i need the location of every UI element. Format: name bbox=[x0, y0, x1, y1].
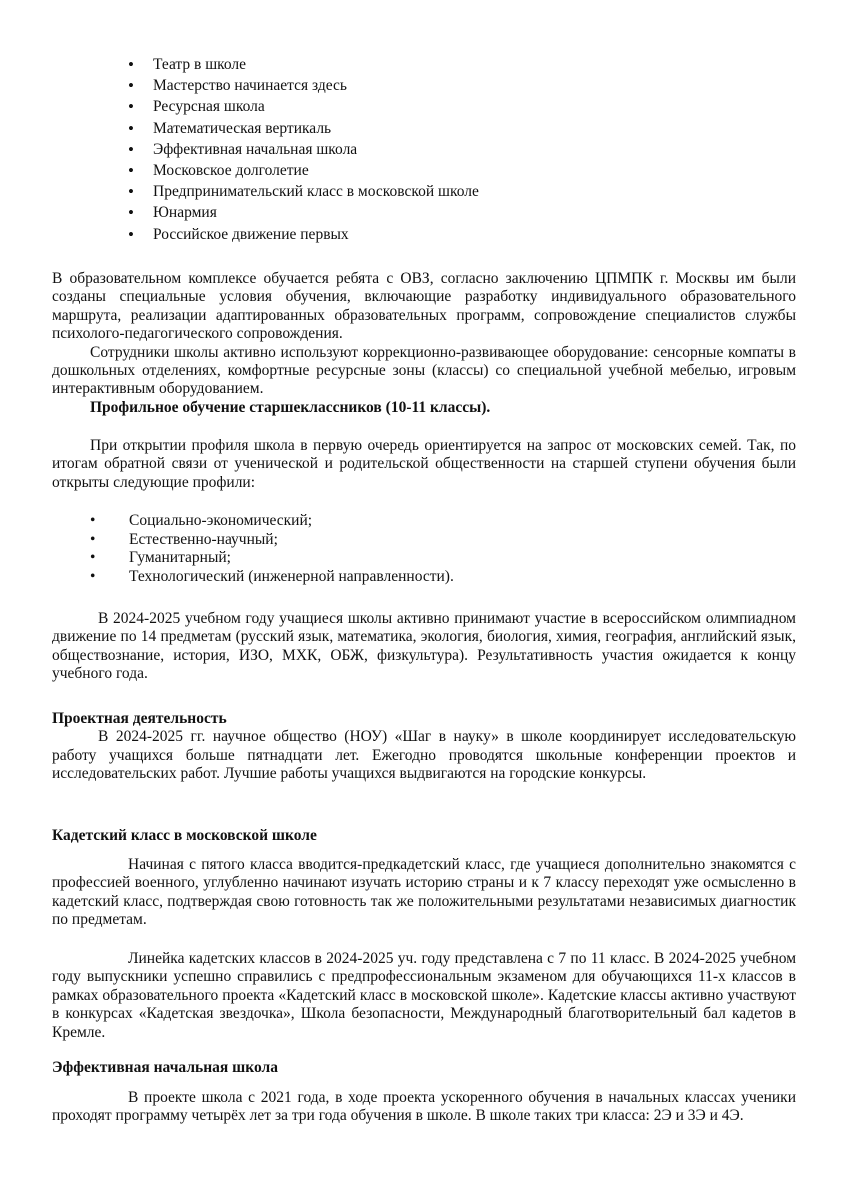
profile-heading: Профильное обучение старшеклассников (10-11 классы). bbox=[90, 398, 491, 416]
primary-heading-block bbox=[52, 1059, 796, 1077]
list-item: • Предпринимательский класс в московской школе bbox=[128, 181, 479, 202]
primary-paragraph: В проекте школа с 2021 года, в ходе проекта ускоренного обучения в начальных классах ученики проходят программу четырёх лет за три года обучения в школе. В школе таких три класса: 2Э и 3Э и 4Э. bbox=[52, 1089, 796, 1125]
cadet-paragraph-2: Линейка кадетских классов в 2024-2025 уч. году представлена с 7 по 11 класс. В 2024-2025 учебном году выпускники успешно справились с предпрофессиональным экзаменом для обучающихся 11-х классов в рамках образовательного проекта «Кадетский класс в московской школе». Кадетские классы активно участвуют в конкурсах «Кадетская звездочка», Школа безопасности, Международный благотворительный бал кадетов в Кремле. bbox=[52, 950, 796, 1041]
list-item: • Театр в школе bbox=[128, 54, 479, 75]
list-item: • Гуманитарный; bbox=[90, 549, 454, 568]
profile-paragraph: При открытии профиля школа в первую очередь ориентируется на запрос от московских семей. Так, по итогам обратной связи от ученической и родительской общественности на старшей ступени обучения были открыты следующие профили: bbox=[52, 437, 796, 491]
list-item: • Юнармия bbox=[128, 202, 479, 223]
olympiad-paragraph: В 2024-2025 учебном году учащиеся школы активно принимают участие в всероссийском олимпиадном движение по 14 предметам (русский язык, математика, экология, биология, химия, география, английский язык, обществознание, история, ИЗО, МХК, ОБЖ, физкультура). Результативность участия ожидается к концу учебного года. bbox=[52, 610, 796, 683]
primary-heading: Эффективная начальная школа bbox=[52, 1059, 278, 1076]
list-item: • Эффективная начальная школа bbox=[128, 139, 479, 160]
cadet-paragraph-1: Начиная с пятого класса вводится-предкадетский класс, где учащиеся дополнительно знакомятся с профессией военного, углубленно начинают изучать историю страны и к 7 классу переходят уже осмысленно в кадетский класс, подтверждая свою готовность так же положительными результатами независимых диагностик по предметам. bbox=[52, 856, 796, 929]
ovz-paragraph: В образовательном комплексе обучается ребята с ОВЗ, согласно заключению ЦПМПК г. Москвы им были созданы специальные условия обучения, включающие разработку индивидуального образовательного маршрута, реализации адаптированных образовательных программ, сопровождение специалистов службы психолого-педагогического сопровождения. bbox=[52, 270, 796, 343]
list-item: • Социально-экономический; bbox=[90, 512, 454, 531]
list-item: • Ресурсная школа bbox=[128, 96, 479, 117]
cadet-heading: Кадетский класс в московской школе bbox=[52, 827, 317, 844]
list-item: • Естественно-научный; bbox=[90, 531, 454, 550]
ovz-section bbox=[52, 270, 796, 417]
projects-bullet-list bbox=[128, 54, 479, 245]
olympiad-section bbox=[52, 610, 796, 684]
list-item: • Математическая вертикаль bbox=[128, 118, 479, 139]
profile-section bbox=[52, 437, 796, 492]
cadet-section bbox=[52, 856, 796, 930]
ovz-equipment-paragraph: Сотрудники школы активно используют коррекционно-развивающее оборудование: сенсорные компаты в дошкольных отделениях, комфортные ресурсные зоны (классы) со специальной учебной мебелью, игровым интерактивным оборудованием. bbox=[52, 343, 796, 398]
project-section bbox=[52, 710, 796, 784]
primary-section bbox=[52, 1089, 796, 1126]
list-item: • Мастерство начинается здесь bbox=[128, 75, 479, 96]
list-item: • Российское движение первых bbox=[128, 224, 479, 245]
cadet-lineup-section bbox=[52, 950, 796, 1042]
cadet-heading-block bbox=[52, 827, 796, 845]
project-heading: Проектная деятельность bbox=[52, 710, 227, 727]
project-paragraph: В 2024-2025 гг. научное общество (НОУ) «Шаг в науку» в школе координирует исследовательскую работу учащихся больше пятнадцати лет. Ежегодно проводятся школьные конференции проектов и исследовательских работ. Лучшие работы учащихся выдвигаются на городские конкурсы. bbox=[52, 728, 796, 783]
profiles-bullet-list bbox=[90, 512, 454, 586]
list-item: • Московское долголетие bbox=[128, 160, 479, 181]
list-item: • Технологический (инженерной направленности). bbox=[90, 568, 454, 587]
